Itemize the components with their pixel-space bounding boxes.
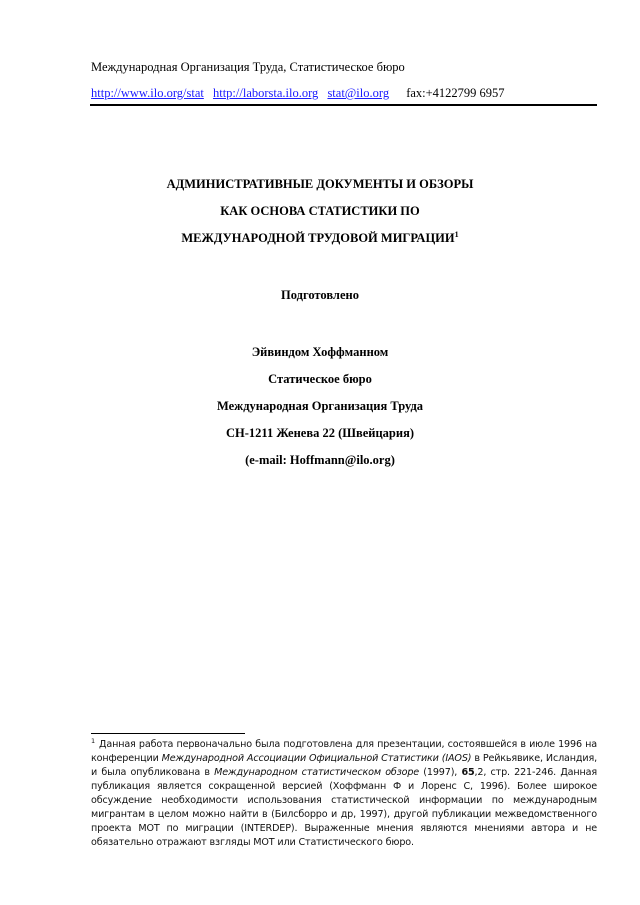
page-header	[91, 60, 597, 101]
author-organization: Международная Организация Труда	[216, 399, 424, 413]
author-address: CH-1211 Женева 22 (Швейцария)	[225, 426, 415, 440]
footnote: $^1$ Данная работа первоначально была подготовлена для презентации, состоявшейся в июле 1996 на конференции Международной Ассоциации Официальной Статистики (IAOS) в Рейкьявике, Исландия, и была опубликована в Международном статистическом обзоре (1997), 65,2, стр. 221-246. Данная публикация является сокращенной версией (Хоффманн Ф и Лоренс С, 1996). Более широкое обсуждение необходимости использования статистической информации по международным мигрантам в целом можно найти в (Билсборро и др, 1997), другой публикации межведомственного проекта МОТ по миграции (INTERDEP). Выраженные мнения являются мнениями автора и не обязательно отражают взгляды МОТ или Статистического бюро.	[91, 737, 597, 848]
header-fax: fax:+4122799 6957	[406, 86, 505, 100]
link-email-stat[interactable]: stat@ilo.org	[327, 86, 390, 100]
title-line-1: АДМИНИСТРАТИВНЫЕ ДОКУМЕНТЫ И ОБЗОРЫ	[166, 177, 474, 191]
title-line-2: КАК ОСНОВА СТАТИСТИКИ ПО	[220, 204, 420, 218]
header-divider	[90, 104, 597, 106]
link-laborsta[interactable]: http://laborsta.ilo.org	[212, 86, 319, 100]
author-department: Статическое бюро	[268, 372, 372, 386]
header-organization: Международная Организация Труда, Статистическое бюро	[91, 60, 405, 74]
author-email: (e-mail: Hoffmann@ilo.org)	[245, 453, 395, 467]
link-ilo-stat[interactable]: http://www.ilo.org/stat	[91, 86, 204, 100]
footnote-marker: 1	[91, 737, 95, 745]
header-links	[91, 86, 597, 101]
title-footnote-marker[interactable]: 1	[454, 230, 459, 239]
title-line-3: МЕЖДУНАРОДНОЙ ТРУДОВОЙ МИГРАЦИИ$^1$	[181, 230, 459, 245]
prepared-by-label: Подготовлено	[281, 288, 359, 302]
author-name: Эйвиндом Хоффманном	[251, 345, 389, 359]
footnote-divider	[91, 733, 245, 734]
